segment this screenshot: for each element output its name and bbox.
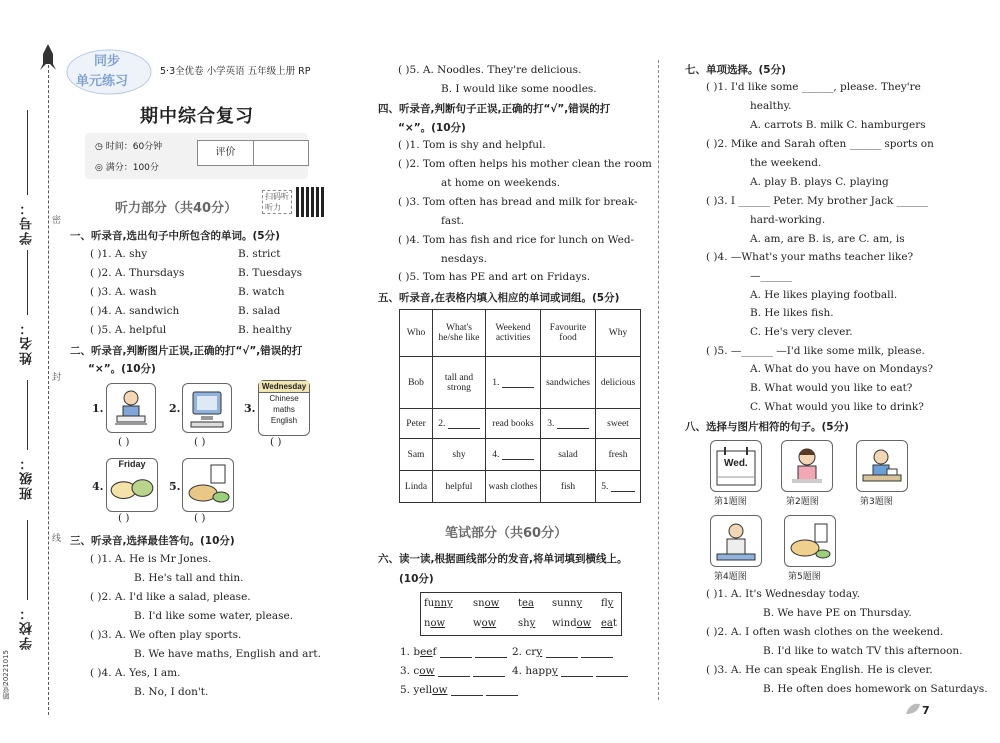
leaf-icon: [904, 702, 922, 716]
q6-answer-3[interactable]: 3. cow: [400, 665, 505, 677]
q7-heading: 七、单项选择。(5分): [685, 64, 786, 76]
q4-item-3: ( )3. Tom often has bread and milk for break-: [398, 196, 638, 208]
q2-paren-1: ( ): [118, 436, 130, 448]
q8-caption-2: 第2题图: [786, 497, 819, 507]
q6-word-3: tea: [518, 598, 534, 609]
q5-cell: shy: [433, 439, 486, 471]
q6-word-10: eat: [601, 618, 617, 629]
q4-item-5: ( )5. Tom has PE and art on Fridays.: [398, 271, 591, 283]
q5-col-who: Who: [400, 310, 433, 357]
q5-cell: salad: [541, 439, 596, 471]
q5-cell: Sam: [400, 439, 433, 471]
q1-item-2-b: B. Tuesdays: [238, 267, 303, 279]
q5-answer-4[interactable]: [486, 439, 541, 471]
student-id-label: 学号：: [20, 200, 35, 245]
q8-line: ( )2. A. I often wash clothes on the weekend.: [706, 626, 944, 638]
q4-item-3-cont: fast.: [441, 215, 465, 227]
calendar-text: Wed.: [724, 458, 748, 469]
q1-heading: 一、听录音,选出句子中所包含的单词。(5分): [70, 230, 280, 242]
q7-line: the weekend.: [750, 157, 822, 169]
time-info: [95, 139, 162, 152]
q5-answer-2-num: 2.: [438, 419, 446, 429]
q8-line: B. I'd like to watch TV this afternoon.: [763, 645, 963, 657]
q2-paren-5: ( ): [194, 512, 206, 524]
q8-pic-2-girl: [781, 440, 833, 492]
q5-answer-1-num: 1.: [492, 378, 500, 388]
page-number: 7: [922, 704, 930, 717]
q3-item-2-a: ( )2. A. I'd like a salad, please.: [90, 591, 251, 603]
friday-label: Friday: [118, 459, 146, 469]
q4-heading: 四、听录音,判断句子正误,正确的打“√”,错误的打: [378, 103, 611, 115]
q2-paren-4: ( ): [118, 512, 130, 524]
evaluation-box: [197, 140, 309, 166]
q7-option: C. What would you like to drink?: [750, 401, 924, 413]
q2-pic-3-timetable: [258, 380, 310, 436]
q3-item-3-b: B. We have maths, English and art.: [134, 648, 321, 660]
q6-word-9: window: [552, 618, 592, 629]
q2-pic-3-number: 3.: [244, 402, 256, 415]
column-divider: [658, 60, 659, 700]
q8-caption-5: 第5题图: [788, 572, 821, 582]
q5-answer-1[interactable]: [486, 357, 541, 409]
q6-word-1: funny: [424, 598, 453, 609]
q5-cell: Peter: [400, 409, 433, 439]
q3-item-5-a: ( )5. A. Noodles. They're delicious.: [398, 64, 582, 76]
q5-col-activities: Weekend activities: [486, 310, 541, 357]
q3-item-1-a: ( )1. A. He is Mr Jones.: [90, 553, 212, 565]
timetable-subject-2: maths: [273, 405, 295, 414]
q6-word-box: [420, 592, 622, 636]
q7-line: healthy.: [750, 100, 792, 112]
q5-answer-5[interactable]: [596, 471, 641, 503]
q6-word-6: now: [424, 618, 446, 629]
q8-heading: 八、选择与图片相符的句子。(5分): [685, 421, 849, 433]
school-line: [27, 520, 28, 600]
q5-answer-5-num: 5.: [601, 482, 609, 492]
school-label: 学校：: [20, 605, 35, 650]
clock-icon: ◷: [95, 142, 106, 152]
q5-col-like: What's he/she like: [433, 310, 486, 357]
q4-item-2: ( )2. Tom often helps his mother clean the room: [398, 158, 652, 170]
badge-line-1: 同步: [94, 54, 121, 69]
q5-answer-3-num: 3.: [547, 419, 555, 429]
q1-item-3: ( )3. A. wash: [90, 286, 157, 298]
q3-item-2-b: B. I'd like some water, please.: [134, 610, 294, 622]
q1-item-4-b: B. salad: [238, 305, 281, 317]
score-info: [95, 160, 159, 173]
q5-cell: sandwiches: [541, 357, 596, 409]
q2-pic-4-number: 4.: [92, 480, 104, 493]
q5-cell: delicious: [596, 357, 641, 409]
q2-paren-2: ( ): [194, 436, 206, 448]
q1-item-1: ( )1. A. shy: [90, 248, 148, 260]
q2-pic-2-computer: [182, 383, 232, 433]
class-line: [27, 380, 28, 450]
q4-item-4-cont: nesdays.: [441, 253, 488, 265]
q4-item-4: ( )4. Tom has fish and rice for lunch on Wed-: [398, 234, 635, 246]
cut-mark-3: 线: [50, 533, 60, 542]
q2-pic-1-number: 1.: [92, 402, 104, 415]
q5-cell: read books: [486, 409, 541, 439]
q5-col-food: Favourite food: [541, 310, 596, 357]
q7-line: ( )4. —What's your maths teacher like?: [706, 251, 914, 263]
writing-section-title: 笔试部分（共60分）: [445, 526, 568, 541]
q4-item-2-cont: at home on weekends.: [441, 177, 561, 189]
q8-pic-4-boy-clever: [710, 515, 762, 567]
q2-heading-2: “×”。(10分): [88, 363, 156, 375]
listening-section-title: 听力部分（共40分）: [115, 201, 238, 216]
rocket-icon: [40, 44, 56, 70]
check-icon: ◎: [95, 163, 106, 173]
q1-item-5-b: B. healthy: [238, 324, 292, 336]
q6-answer-2[interactable]: 2. cry: [512, 646, 613, 658]
margin-code: 随堂20221015: [2, 650, 10, 700]
evaluation-label: 评价: [198, 141, 254, 165]
q7-options: A. am, are B. is, are C. am, is: [750, 233, 905, 245]
q8-pic-5-breakfast: [784, 515, 836, 567]
q7-option: C. He's very clever.: [750, 326, 853, 338]
q8-pic-3-boy-homework: [856, 440, 908, 492]
q6-word-4: sunny: [552, 598, 583, 609]
q3-item-3-a: ( )3. A. We often play sports.: [90, 629, 242, 641]
q2-pic-2-number: 2.: [169, 402, 181, 415]
q5-heading: 五、听录音,在表格内填入相应的单词或词组。(5分): [378, 292, 620, 304]
q2-paren-3: ( ): [270, 436, 282, 448]
name-line: [27, 250, 28, 315]
q7-line: ( )1. I'd like some ______, please. They're: [706, 81, 921, 93]
q5-table: [399, 309, 641, 503]
q6-word-5: fly: [601, 598, 614, 609]
q1-item-4: ( )4. A. sandwich: [90, 305, 180, 317]
q8-line: ( )3. A. He can speak English. He is clever.: [706, 664, 933, 676]
q7-option: A. What do you have on Mondays?: [750, 363, 934, 375]
student-id-line: [27, 110, 28, 195]
series-info: 5·3全优卷 小学英语 五年级上册 RP: [160, 66, 311, 77]
q7-line: ( )5. —______ —I'd like some milk, please.: [706, 345, 925, 357]
q7-option: B. What would you like to eat?: [750, 382, 913, 394]
q1-item-2: ( )2. A. Thursdays: [90, 267, 185, 279]
q6-word-8: shy: [518, 618, 536, 629]
q8-caption-3: 第3题图: [860, 497, 893, 507]
class-label: 班级：: [20, 455, 35, 500]
q6-answer-4[interactable]: 4. happy: [512, 665, 628, 677]
q7-option: B. He likes fish.: [750, 307, 834, 319]
q2-pic-5-number: 5.: [169, 480, 181, 493]
q5-cell: Linda: [400, 471, 433, 503]
q4-item-1: ( )1. Tom is shy and helpful.: [398, 139, 546, 151]
q6-score: (10分): [399, 573, 434, 585]
qr-label: 扫码听听力: [262, 190, 292, 214]
q8-caption-1: 第1题图: [714, 497, 747, 507]
q5-cell: fresh: [596, 439, 641, 471]
qr-code-icon[interactable]: [296, 187, 326, 217]
q7-line: —______: [750, 270, 792, 282]
badge-line-2: 单元练习: [76, 74, 129, 89]
cut-mark-2: 封: [50, 372, 60, 381]
q7-line: ( )2. Mike and Sarah often ______ sports on: [706, 138, 934, 150]
q6-answer-1[interactable]: 1. beef: [400, 646, 507, 658]
q3-heading: 三、听录音,选择最佳答句。(10分): [70, 535, 235, 547]
q7-options: A. play B. plays C. playing: [750, 176, 889, 188]
q7-line: ( )3. I ______ Peter. My brother Jack ______: [706, 195, 929, 207]
q8-line: B. He often does homework on Saturdays.: [763, 683, 988, 695]
q3-item-4-b: B. No, I don't.: [134, 686, 209, 698]
q3-item-5-b: B. I would like some noodles.: [441, 83, 597, 95]
q1-item-5: ( )5. A. helpful: [90, 324, 167, 336]
unit-badge: [64, 44, 154, 96]
q1-item-1-b: B. strict: [238, 248, 281, 260]
name-label: 姓名：: [20, 320, 35, 365]
q3-item-4-a: ( )4. A. Yes, I am.: [90, 667, 181, 679]
q7-line: hard-working.: [750, 214, 826, 226]
q2-pic-5-milk-meal: [182, 458, 234, 512]
q8-line: ( )1. A. It's Wednesday today.: [706, 588, 861, 600]
q8-caption-4: 第4题图: [714, 572, 747, 582]
q5-answer-2[interactable]: [433, 409, 486, 439]
q3-item-1-b: B. He's tall and thin.: [134, 572, 244, 584]
q1-item-3-b: B. watch: [238, 286, 285, 298]
q6-word-7: wow: [473, 618, 497, 629]
q8-pic-1-calendar: [710, 440, 762, 492]
q8-line: B. We have PE on Thursday.: [763, 607, 912, 619]
q2-pic-4-friday-food: [106, 458, 158, 512]
q5-cell: sweet: [596, 409, 641, 439]
q5-answer-3[interactable]: [541, 409, 596, 439]
timetable-day: Wednesday: [259, 381, 309, 393]
q5-cell: Bob: [400, 357, 433, 409]
timetable-subject-1: Chinese: [269, 394, 299, 403]
score-text: 满分：100分: [105, 163, 159, 173]
q7-options: A. carrots B. milk C. hamburgers: [750, 119, 926, 131]
q7-option: A. He likes playing football.: [750, 289, 898, 301]
q5-cell: tall and strong: [433, 357, 486, 409]
cut-mark-1: 密: [50, 215, 60, 224]
q4-heading-2: “×”。(10分): [398, 122, 466, 134]
q2-pic-1-reading-boy: [106, 383, 156, 433]
q5-answer-4-num: 4.: [492, 450, 500, 460]
q6-answer-5[interactable]: 5. yellow: [400, 684, 518, 696]
q5-cell: wash clothes: [486, 471, 541, 503]
q5-col-why: Why: [596, 310, 641, 357]
binding-dash-line: [48, 55, 49, 715]
q2-heading: 二、听录音,判断图片正误,正确的打“√”,错误的打: [70, 345, 303, 357]
q5-cell: helpful: [433, 471, 486, 503]
timetable-subject-3: English: [270, 416, 298, 425]
q5-cell: fish: [541, 471, 596, 503]
q6-word-2: snow: [473, 598, 500, 609]
time-text: 时间：60分钟: [105, 142, 163, 152]
page-title: 期中综合复习: [140, 106, 254, 127]
q6-heading: 六、读一读,根据画线部分的发音,将单词填到横线上。: [378, 553, 628, 565]
